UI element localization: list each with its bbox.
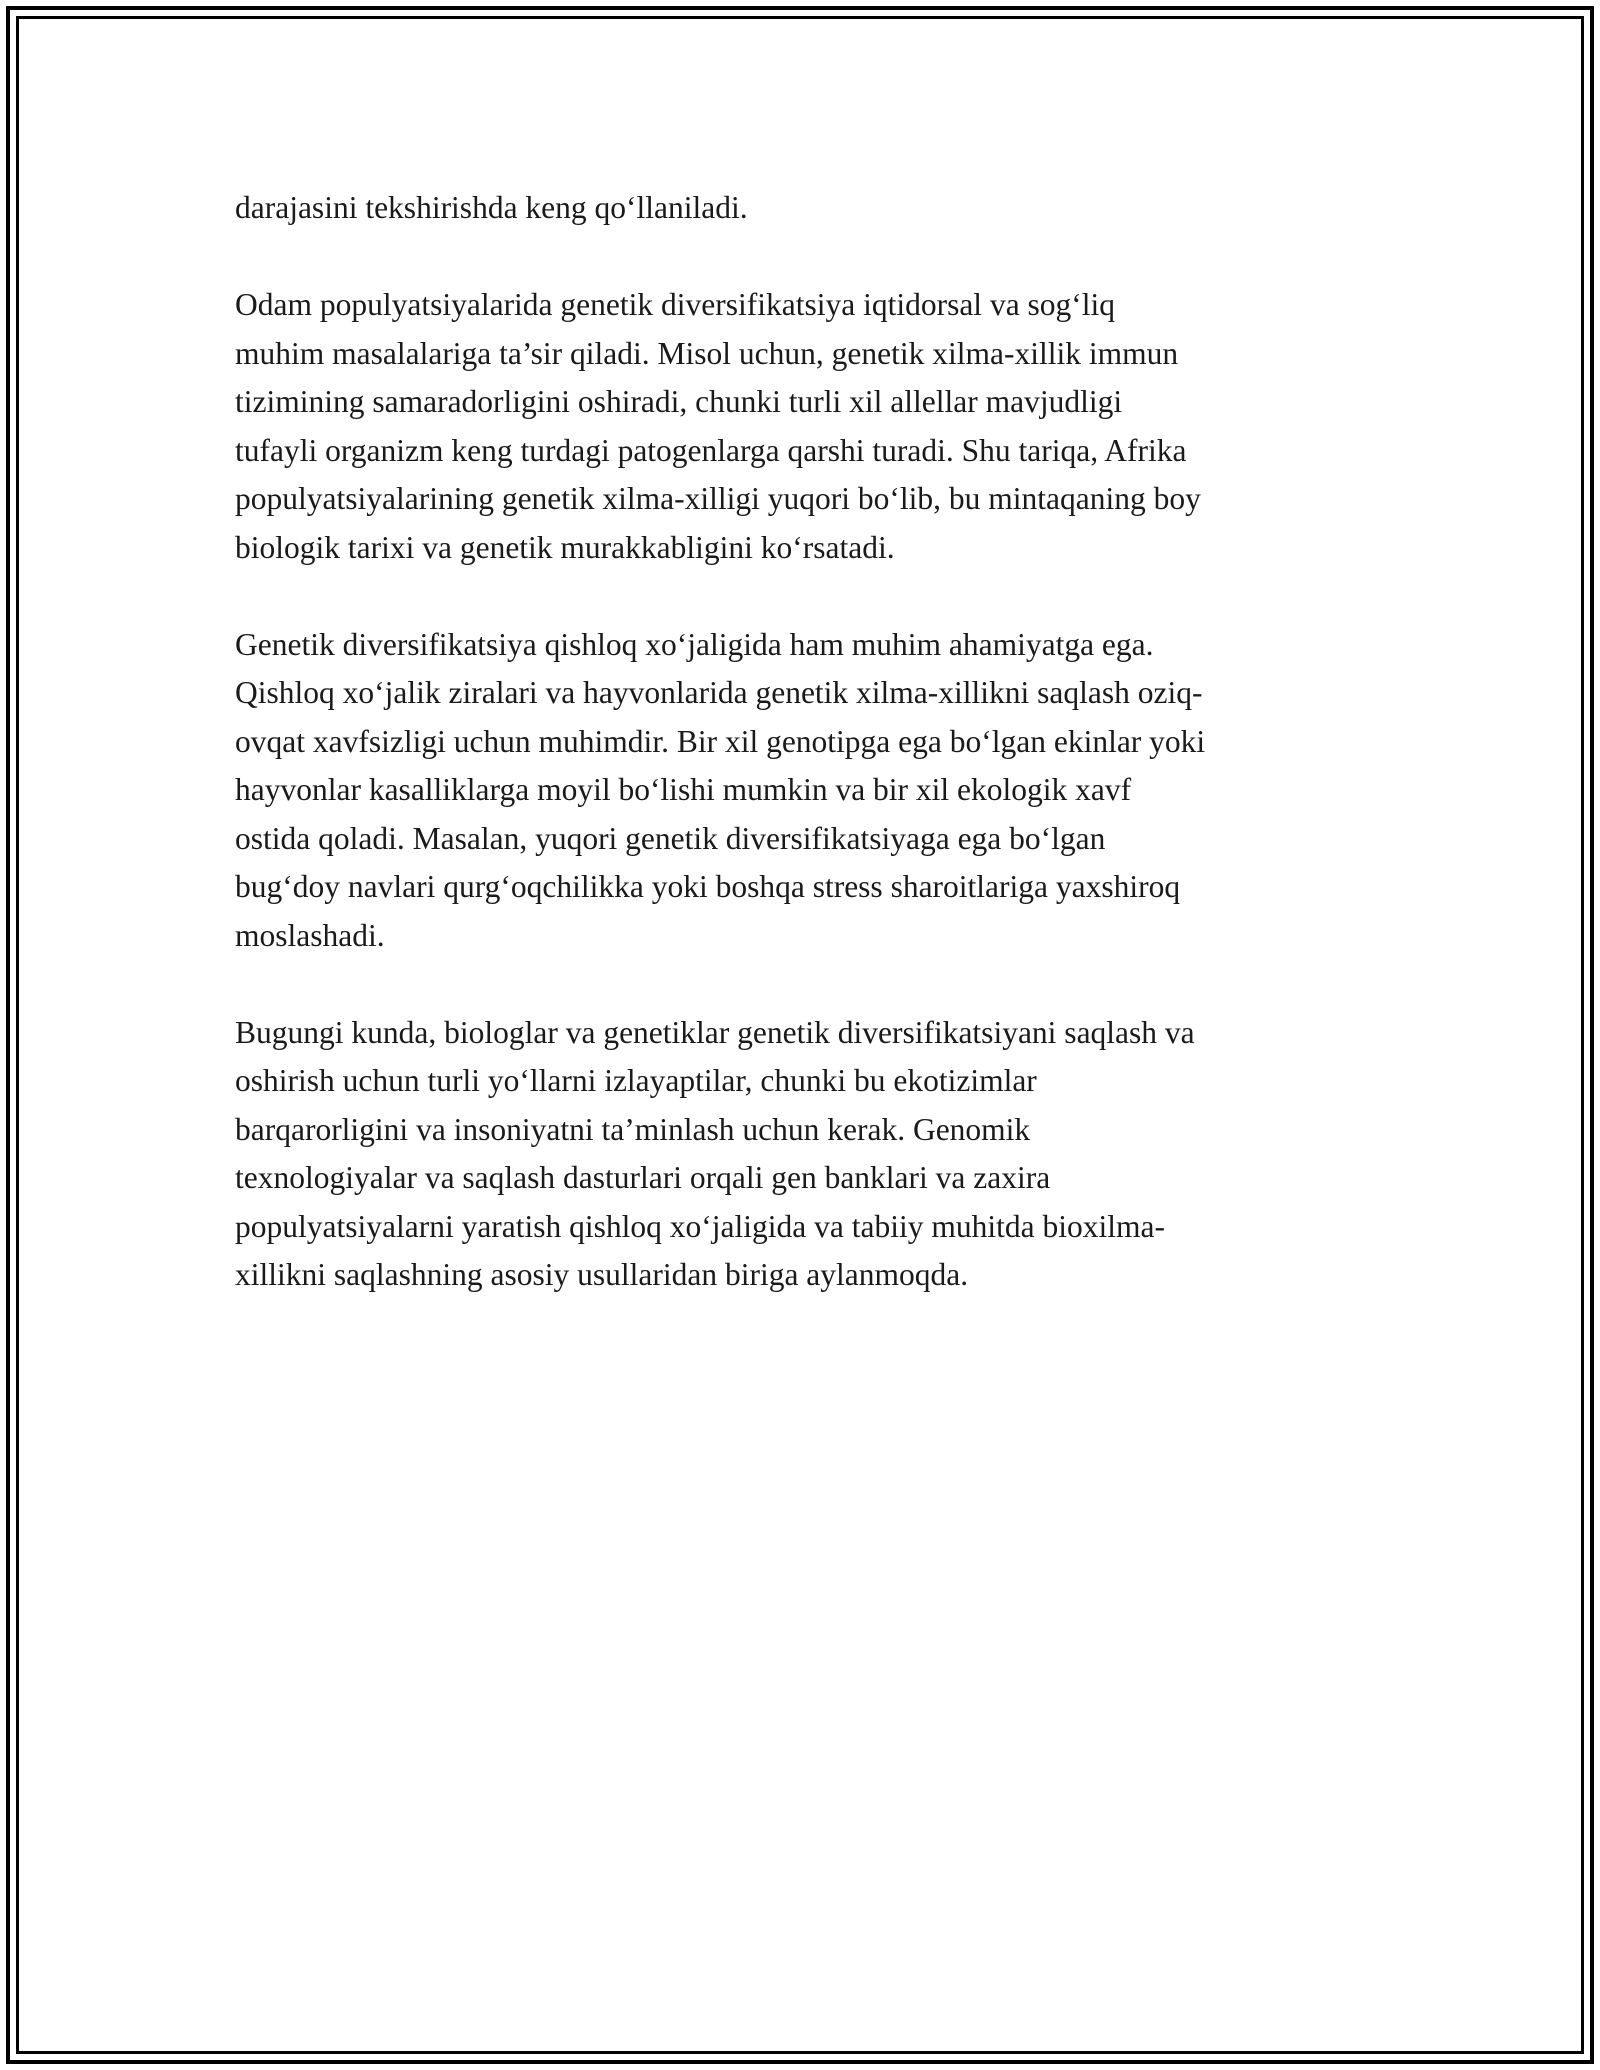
text-line: ostida qoladi. Masalan, yuqori genetik diversifikatsiyaga ega bo‘lgan	[235, 820, 1106, 856]
text-line: populyatsiyalarni yaratish qishloq xo‘jaligida va tabiiy muhitda bioxilma-	[235, 1208, 1165, 1244]
text-line: hayvonlar kasalliklarga moyil bo‘lishi mumkin va bir xil ekologik xavf	[235, 772, 1132, 807]
text-line: populyatsiyalarining genetik xilma-xilligi yuqori bo‘lib, bu mintaqaning boy	[235, 481, 1201, 516]
text-line: barqarorligini va insoniyatni ta’minlash uchun kerak. Genomik	[235, 1111, 1031, 1147]
text-line: Bugungi kunda, biologlar va genetiklar genetik diversifikatsiyani saqlash va	[235, 1014, 1195, 1050]
text-line: Genetik diversifikatsiya qishloq xo‘jaligida ham muhim ahamiyatga ega.	[235, 626, 1154, 662]
paragraph-gap	[235, 233, 1370, 282]
text-line: darajasini tekshirishda keng qo‘llaniladi.	[235, 190, 748, 225]
text-line: tizimining samaradorligini oshiradi, chunki turli xil allellar mavjudligi	[235, 384, 1123, 419]
paragraph-1	[235, 184, 1370, 233]
paragraph-2	[235, 281, 1370, 572]
text-line: texnologiyalar va saqlash dasturlari orqali gen banklari va zaxira	[235, 1160, 1051, 1195]
text-line: bug‘doy navlari qurg‘oqchilikka yoki boshqa stress sharoitlariga yaxshiroq	[235, 869, 1181, 904]
text-line: oshirish uchun turli yo‘llarni izlayaptilar, chunki bu ekotizimlar	[235, 1063, 1037, 1098]
paragraph-gap	[235, 572, 1370, 621]
text-line: Odam populyatsiyalarida genetik diversifikatsiya iqtidorsal va sog‘liq	[235, 287, 1116, 322]
text-line: biologik tarixi va genetik murakkabligini ko‘rsatadi.	[235, 529, 895, 565]
text-line: muhim masalalariga ta’sir qiladi. Misol uchun, genetik xilma-xillik immun	[235, 335, 1179, 371]
text-line: ovqat xavfsizligi uchun muhimdir. Bir xil genotipga ega bo‘lgan ekinlar yoki	[235, 723, 1206, 759]
paragraph-4	[235, 1009, 1370, 1300]
paragraph-gap	[235, 960, 1370, 1009]
document-body	[235, 184, 1370, 1300]
paragraph-3	[235, 621, 1370, 961]
text-line: moslashadi.	[235, 917, 385, 953]
text-line: xillikni saqlashning asosiy usullaridan biriga aylanmoqda.	[235, 1257, 969, 1292]
text-line: tufayli organizm keng turdagi patogenlarga qarshi turadi. Shu tariqa, Afrika	[235, 432, 1187, 468]
text-line: Qishloq xo‘jalik ziralari va hayvonlarida genetik xilma-xillikni saqlash oziq-	[235, 675, 1203, 710]
